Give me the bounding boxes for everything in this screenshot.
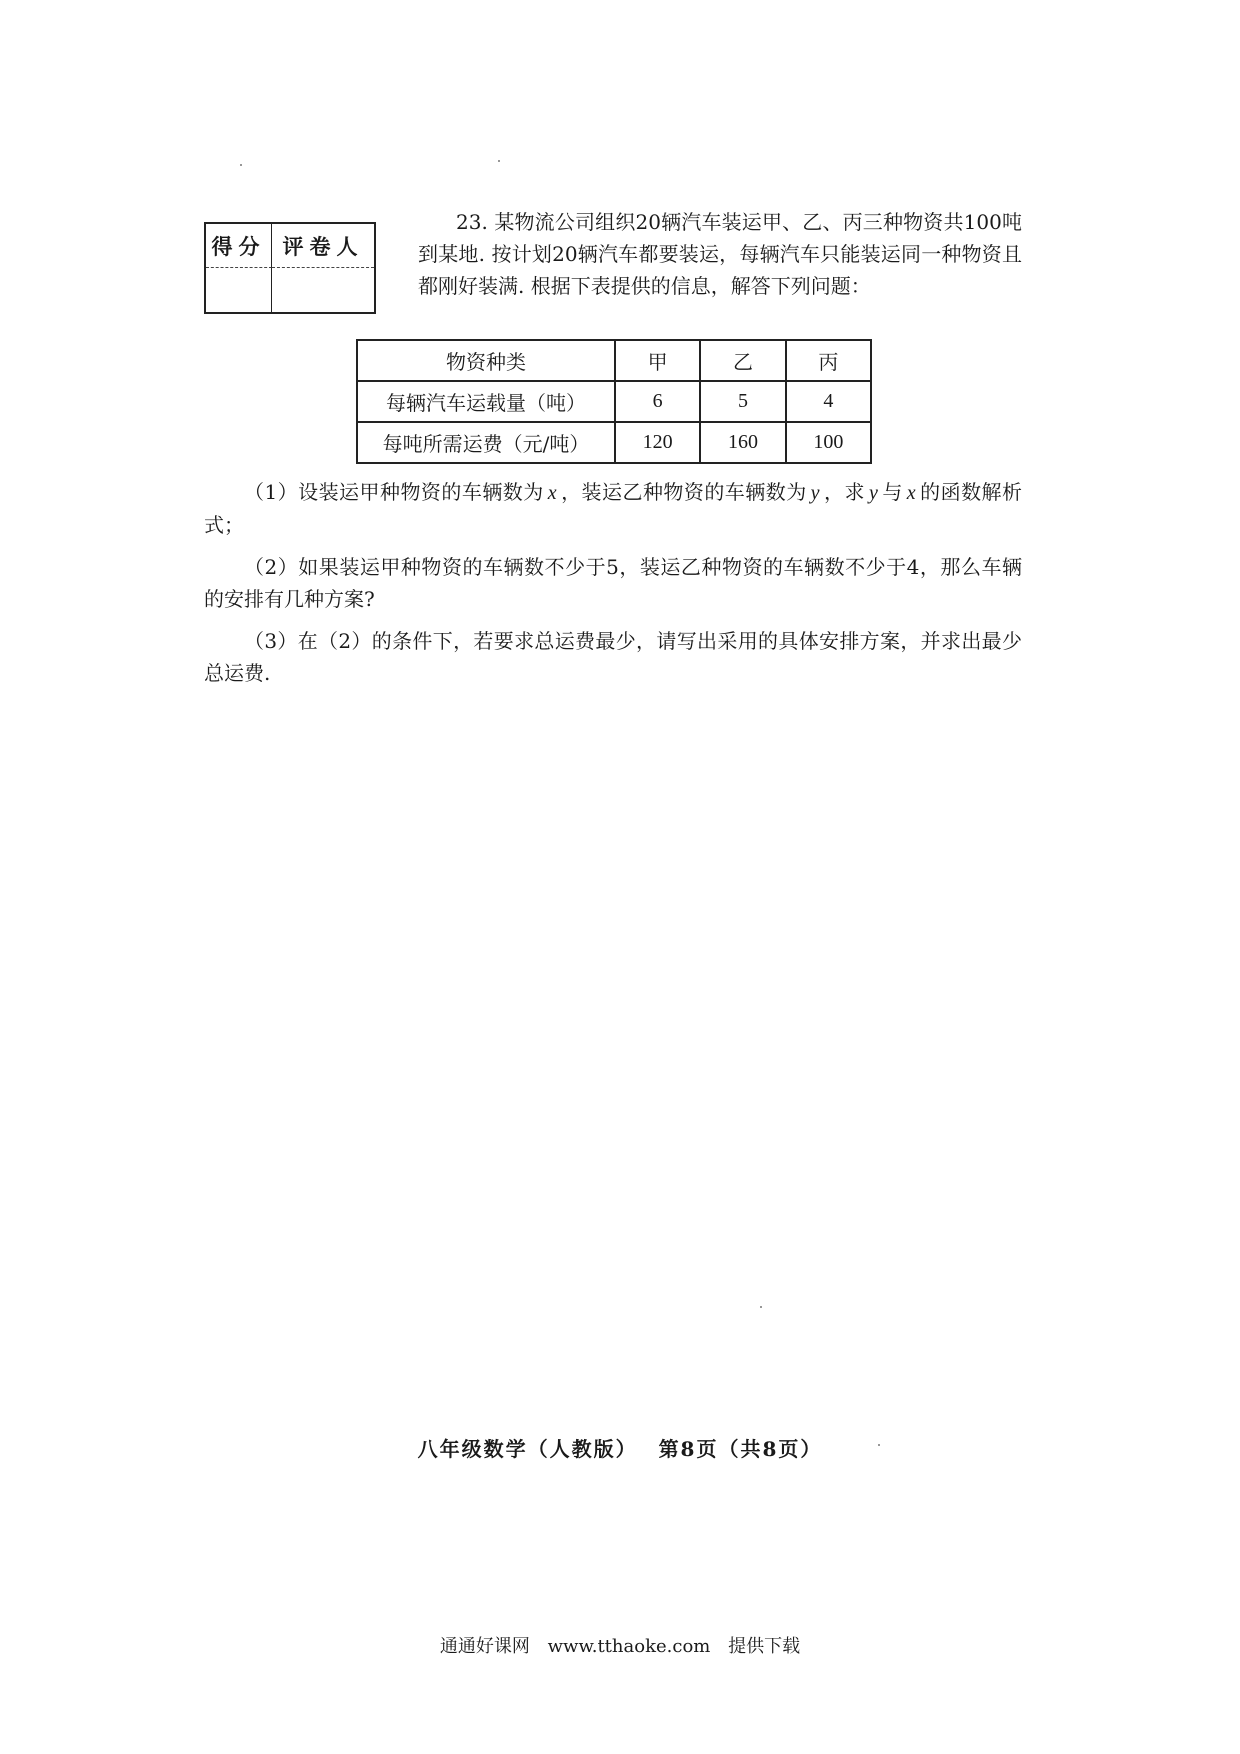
var-y: y	[810, 482, 820, 504]
scan-speck	[760, 1306, 762, 1308]
table-cell: 6	[615, 381, 700, 422]
problem-intro: 23. 某物流公司组织20辆汽车装运甲、乙、丙三种物资共100吨到某地. 按计划20辆汽车都要装运，每辆汽车只能装运同一种物资且都刚好装满. 根据下表提供的信息，解答下列问题：	[418, 210, 1022, 298]
grader-label: 评卷人	[272, 224, 374, 268]
question-2: （2）如果装运甲种物资的车辆数不少于5，装运乙种物资的车辆数不少于4，那么车辆的安排有几种方案?	[204, 555, 1022, 611]
score-label: 得分	[206, 224, 272, 268]
table-header-cell: 乙	[700, 340, 785, 381]
scan-speck	[498, 160, 500, 162]
table-cell: 160	[700, 422, 785, 463]
table-cell: 4	[786, 381, 871, 422]
questions	[204, 476, 1022, 699]
grader-input-cell[interactable]	[272, 268, 374, 312]
table-row-label: 每吨所需运费（元/吨）	[357, 422, 615, 463]
question-3: （3）在（2）的条件下，若要求总运费最少，请写出采用的具体安排方案，并求出最少总运费.	[204, 629, 1022, 685]
source-url[interactable]: www.tthaoke.com	[547, 1636, 711, 1657]
q1-text-d: 与	[881, 480, 903, 504]
data-table	[356, 339, 872, 464]
table-row	[357, 422, 871, 463]
var-x: x	[906, 482, 916, 504]
table-cell: 5	[700, 381, 785, 422]
table-header-cell: 丙	[786, 340, 871, 381]
question-1	[204, 476, 1022, 541]
scan-speck	[240, 164, 242, 166]
table-header-cell: 甲	[615, 340, 700, 381]
page-footer	[0, 1433, 1240, 1462]
footer-subject: 八年级数学（人教版）	[417, 1437, 638, 1461]
var-y: y	[868, 482, 878, 504]
footer-page-number: 第8页（共8页）	[658, 1437, 823, 1461]
source-site-name: 通通好课网	[439, 1636, 530, 1657]
q1-text-c: ，求	[823, 480, 865, 504]
q1-text-e: 的函数解析式；	[204, 480, 1023, 537]
source-note: 提供下载	[728, 1636, 801, 1657]
table-row	[357, 381, 871, 422]
table-row-label: 每辆汽车运载量（吨）	[357, 381, 615, 422]
source-line	[0, 1632, 1240, 1658]
var-x: x	[547, 482, 557, 504]
table-header-row	[357, 340, 871, 381]
table-cell: 120	[615, 422, 700, 463]
score-box	[204, 222, 376, 314]
table-cell: 100	[786, 422, 871, 463]
q1-text-b: ，装运乙种物资的车辆数为	[560, 480, 807, 504]
score-input-cell[interactable]	[206, 268, 272, 312]
table-header-cell: 物资种类	[357, 340, 615, 381]
q1-text-a: （1）设装运甲种物资的车辆数为	[244, 480, 544, 504]
